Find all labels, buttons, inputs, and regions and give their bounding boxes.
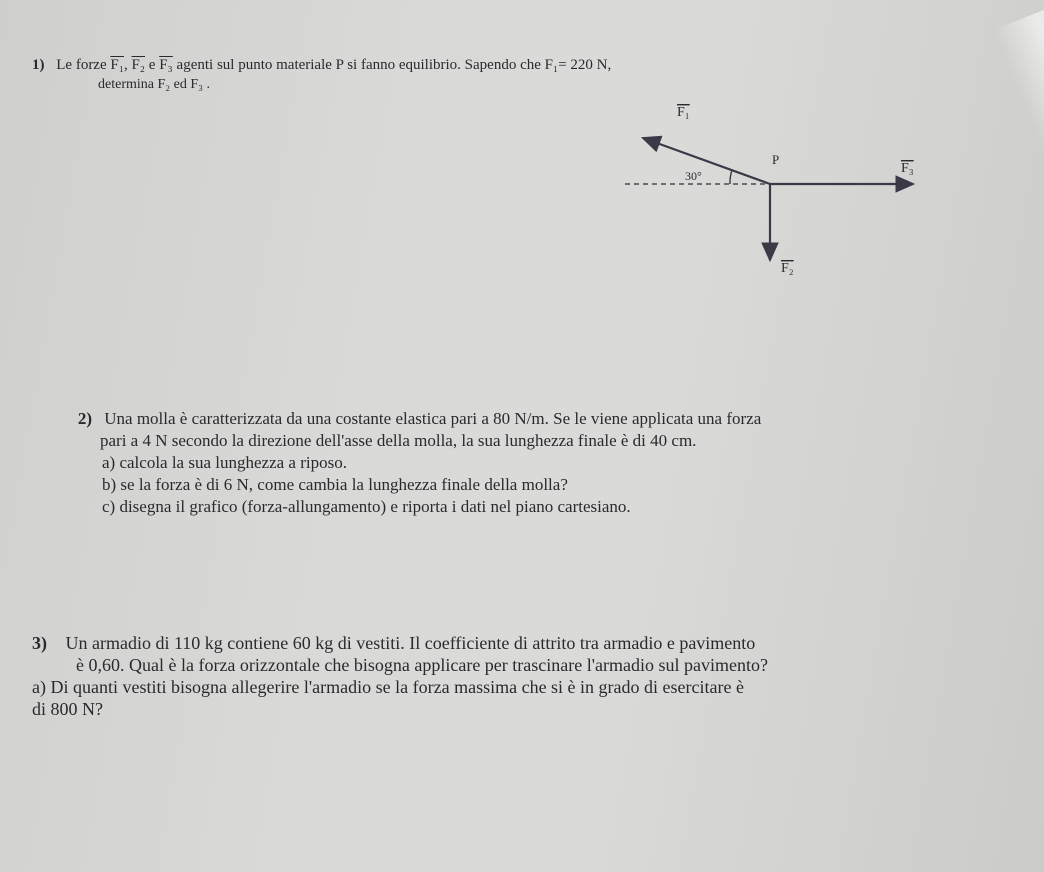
problem-3-number: 3) bbox=[32, 633, 47, 653]
force-f1-arrow bbox=[643, 138, 770, 184]
problem-1-line-2: determina F₂ ed F₃ . bbox=[98, 77, 211, 92]
diagram-label-f2: F₂ bbox=[781, 261, 794, 276]
problem-1 bbox=[32, 56, 932, 94]
problem-2-text-1: Una molla è caratterizzata da una costante elastica pari a 80 N/m. Se le viene applicata una forza bbox=[104, 409, 762, 428]
problem-3-part-a-line-2: di 800 N? bbox=[32, 699, 103, 719]
problem-3-line-1 bbox=[32, 632, 1022, 654]
problem-3-text-1: Un armadio di 110 kg contiene 60 kg di vestiti. Il coefficiente di attrito tra armadio e pavimento bbox=[65, 633, 756, 653]
diagram-label-p: P bbox=[772, 152, 780, 167]
force-diagram bbox=[615, 100, 935, 280]
problem-3 bbox=[32, 632, 1022, 720]
force-f2-symbol: F₂ bbox=[131, 57, 146, 73]
separator: , bbox=[123, 57, 128, 73]
problem-2-number: 2) bbox=[77, 409, 92, 428]
conjunction: e bbox=[148, 57, 156, 73]
problem-3-part-a-line-1: a) Di quanti vestiti bisogna allegerire l'armadio se la forza massima che si è in grado di esercitare è bbox=[32, 677, 744, 697]
glass-reflection bbox=[994, 0, 1044, 512]
diagram-label-f3: F₃ bbox=[901, 161, 914, 176]
problem-1-line-1 bbox=[32, 56, 932, 75]
problem-1-text-a: Le forze bbox=[56, 57, 107, 73]
force-f3-symbol: F₃ bbox=[159, 57, 173, 73]
diagram-label-f1: F₁ bbox=[677, 105, 690, 120]
problem-2-part-c: c) disegna il grafico (forza-allungamento) e riporta i dati nel piano cartesiano. bbox=[102, 497, 631, 516]
problem-1-text-b: agenti sul punto materiale P si fanno equilibrio. Sapendo che F₁= 220 N, bbox=[176, 57, 612, 73]
problem-1-number: 1) bbox=[32, 57, 45, 73]
problem-2-line-1 bbox=[0, 408, 1000, 430]
angle-arc bbox=[730, 170, 732, 184]
problem-2-part-a: a) calcola la sua lunghezza a riposo. bbox=[102, 453, 347, 472]
problem-3-line-2: è 0,60. Qual è la forza orizzontale che bisogna applicare per trascinare l'armadio sul pavimento? bbox=[76, 655, 768, 675]
problem-2-part-b: b) se la forza è di 6 N, come cambia la lunghezza finale della molla? bbox=[102, 475, 568, 494]
problem-2 bbox=[77, 408, 1000, 518]
force-f1-symbol: F₁ bbox=[110, 57, 124, 73]
diagram-label-angle: 30° bbox=[685, 169, 702, 183]
problem-2-line-2: pari a 4 N secondo la direzione dell'asse della molla, la sua lunghezza finale è di 40 cm. bbox=[100, 431, 697, 450]
